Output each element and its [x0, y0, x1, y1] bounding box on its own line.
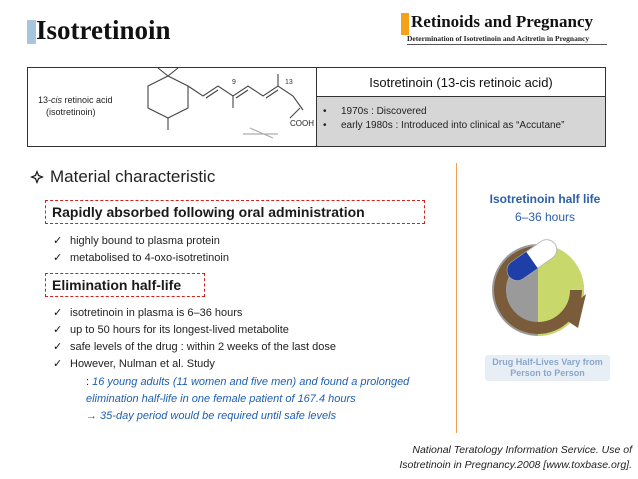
list-item [53, 305, 336, 322]
check-icon: ✓ [53, 307, 63, 319]
info-bullet-text: early 1980s : Introduced into clinical as “Accutane” [341, 120, 565, 131]
cooh-label: COOH [290, 119, 314, 128]
list-item-text: metabolised to 4-oxo-isotretinoin [70, 252, 229, 264]
halflife-value: 6–36 hours [514, 210, 576, 224]
pill-clock-icon [482, 232, 594, 344]
header-rule [407, 44, 607, 45]
brand-accent-bar [401, 13, 409, 35]
vertical-divider [456, 163, 457, 433]
molecule-structure-image [28, 68, 316, 146]
info-bullet [323, 119, 605, 133]
check-icon: ✓ [53, 358, 63, 370]
atom-label-9: 9 [232, 79, 236, 86]
absorbed-list [53, 233, 229, 267]
info-header: Isotretinoin (13-cis retinoic acid) [316, 68, 605, 97]
citation: National Teratology Information Service. Use of Isotretinoin in Pregnancy.2008 [www.toxbase.org]. [399, 444, 632, 471]
list-item-text: highly bound to plasma protein [70, 235, 220, 247]
molecule-diagram [28, 68, 316, 146]
list-item-text: up to 50 hours for its longest-lived metabolite [70, 324, 289, 336]
vary-badge-text: Drug Half-Lives Vary from Person to Person [492, 357, 603, 378]
elimination-heading-box: Elimination half-life [45, 273, 205, 297]
study-detail-text: 16 young adults (11 women and five men) and found a prolonged elimination half-life in one female patient of 167.4 hours [86, 376, 410, 405]
study-conclusion: → 35-day period would be required until safe levels [86, 410, 337, 422]
list-item-text: isotretinoin in plasma is 6–36 hours [70, 307, 243, 319]
molecule-label-line2: (isotretinoin) [46, 107, 96, 117]
list-item [53, 322, 336, 339]
check-icon: ✓ [53, 324, 63, 336]
list-item [53, 250, 229, 267]
check-icon: ✓ [53, 252, 63, 264]
elimination-list [53, 305, 336, 373]
check-icon: ✓ [53, 235, 63, 247]
info-bullet [323, 105, 605, 119]
structure-table [27, 67, 606, 147]
title-accent-bar [27, 20, 36, 44]
section-heading: Material characteristic [50, 167, 216, 186]
check-icon: ✓ [53, 341, 63, 353]
brand-subtitle: Determination of Isotretinoin and Acitretin in Pregnancy [407, 34, 590, 43]
study-prefix: : [86, 376, 93, 388]
list-item-text: safe levels of the drug : within 2 weeks of the last dose [70, 341, 336, 353]
list-item [53, 233, 229, 250]
diamond-bullet-icon [30, 170, 44, 184]
info-body [316, 97, 605, 146]
molecule-label-line1: 13-cis retinoic acid [38, 95, 113, 105]
info-bullet-text: 1970s : Discovered [341, 106, 427, 117]
list-item [53, 339, 336, 356]
brand-title: Retinoids and Pregnancy [411, 12, 593, 31]
study-detail [86, 374, 426, 425]
bullet-dot: • [323, 106, 327, 117]
atom-label-13: 13 [285, 79, 293, 86]
slide-title: Isotretinoin [36, 15, 171, 45]
halflife-title: Isotretinoin half life [489, 192, 601, 206]
absorbed-heading-box: Rapidly absorbed following oral administration [45, 200, 425, 224]
bullet-dot: • [323, 120, 327, 131]
list-item [53, 356, 336, 373]
list-item-text: However, Nulman et al. Study [70, 358, 215, 370]
